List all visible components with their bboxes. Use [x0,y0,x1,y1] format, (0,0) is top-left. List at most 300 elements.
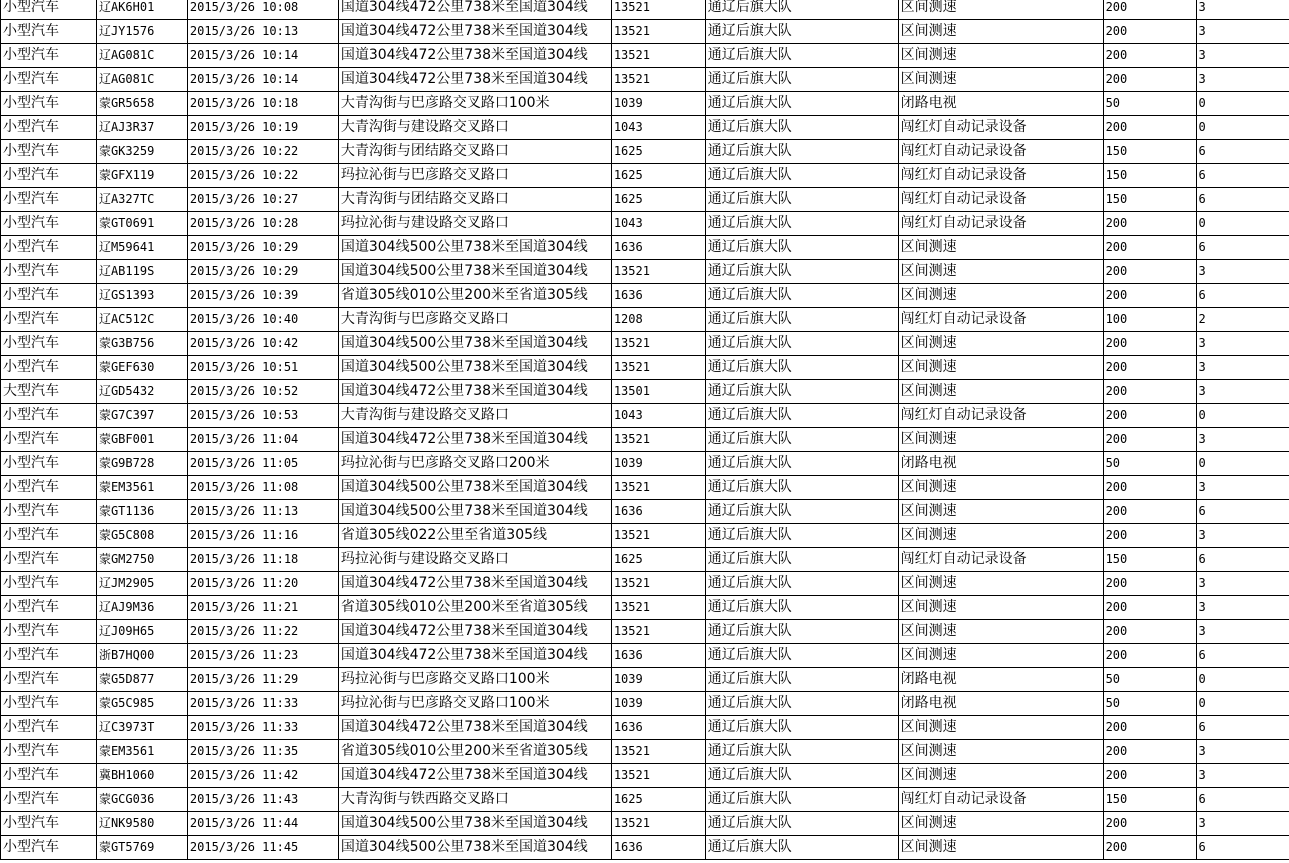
fine-amount-cell[interactable]: 200 [1103,716,1196,740]
plate-number-cell[interactable]: 辽AB119S [96,260,187,284]
violation-time-cell[interactable]: 2015/3/26 11:23 [187,644,338,668]
fine-amount-cell[interactable]: 150 [1103,188,1196,212]
violation-code-cell[interactable]: 13521 [611,476,705,500]
plate-number-cell[interactable]: 辽AG081C [96,68,187,92]
fine-amount-cell[interactable]: 200 [1103,20,1196,44]
violation-time-cell[interactable]: 2015/3/26 10:52 [187,380,338,404]
violation-code-cell[interactable]: 1039 [611,668,705,692]
violation-code-cell[interactable]: 13521 [611,356,705,380]
fine-amount-cell[interactable]: 200 [1103,284,1196,308]
location-cell[interactable]: 国道304线500公里738米至国道304线 [338,500,611,524]
fine-amount-cell[interactable]: 200 [1103,572,1196,596]
violation-time-cell[interactable]: 2015/3/26 11:18 [187,548,338,572]
penalty-points-cell[interactable]: 0 [1196,692,1289,716]
capture-device-cell[interactable]: 闯红灯自动记录设备 [898,788,1103,812]
violation-code-cell[interactable]: 13521 [611,764,705,788]
violation-time-cell[interactable]: 2015/3/26 10:40 [187,308,338,332]
plate-number-cell[interactable]: 冀BH1060 [96,764,187,788]
police-unit-cell[interactable]: 通辽后旗大队 [705,164,898,188]
vehicle-type-cell[interactable]: 小型汽车 [1,212,97,236]
location-cell[interactable]: 大青沟街与团结路交叉路口 [338,188,611,212]
capture-device-cell[interactable]: 区间测速 [898,836,1103,860]
fine-amount-cell[interactable]: 50 [1103,452,1196,476]
fine-amount-cell[interactable]: 100 [1103,308,1196,332]
table-row[interactable] [1,428,1289,452]
plate-number-cell[interactable]: 蒙G5C808 [96,524,187,548]
capture-device-cell[interactable]: 闯红灯自动记录设备 [898,308,1103,332]
table-row[interactable] [1,812,1289,836]
police-unit-cell[interactable]: 通辽后旗大队 [705,692,898,716]
plate-number-cell[interactable]: 辽A327TC [96,188,187,212]
location-cell[interactable]: 玛拉沁街与建设路交叉路口 [338,212,611,236]
vehicle-type-cell[interactable]: 小型汽车 [1,308,97,332]
violation-time-cell[interactable]: 2015/3/26 10:27 [187,188,338,212]
police-unit-cell[interactable]: 通辽后旗大队 [705,308,898,332]
violation-time-cell[interactable]: 2015/3/26 11:42 [187,764,338,788]
vehicle-type-cell[interactable]: 小型汽车 [1,140,97,164]
fine-amount-cell[interactable]: 150 [1103,548,1196,572]
vehicle-type-cell[interactable]: 小型汽车 [1,572,97,596]
violation-time-cell[interactable]: 2015/3/26 11:13 [187,500,338,524]
table-row[interactable] [1,692,1289,716]
capture-device-cell[interactable]: 区间测速 [898,428,1103,452]
location-cell[interactable]: 国道304线500公里738米至国道304线 [338,836,611,860]
police-unit-cell[interactable]: 通辽后旗大队 [705,44,898,68]
plate-number-cell[interactable]: 蒙G9B728 [96,452,187,476]
violation-code-cell[interactable]: 1043 [611,116,705,140]
location-cell[interactable]: 国道304线472公里738米至国道304线 [338,620,611,644]
violation-time-cell[interactable]: 2015/3/26 11:20 [187,572,338,596]
capture-device-cell[interactable]: 区间测速 [898,20,1103,44]
vehicle-type-cell[interactable]: 小型汽车 [1,788,97,812]
location-cell[interactable]: 国道304线472公里738米至国道304线 [338,380,611,404]
violation-time-cell[interactable]: 2015/3/26 10:22 [187,140,338,164]
penalty-points-cell[interactable]: 0 [1196,116,1289,140]
table-row[interactable] [1,188,1289,212]
table-row[interactable] [1,260,1289,284]
vehicle-type-cell[interactable]: 小型汽车 [1,356,97,380]
penalty-points-cell[interactable]: 3 [1196,596,1289,620]
violation-time-cell[interactable]: 2015/3/26 11:05 [187,452,338,476]
location-cell[interactable]: 国道304线500公里738米至国道304线 [338,812,611,836]
plate-number-cell[interactable]: 蒙GT5769 [96,836,187,860]
capture-device-cell[interactable]: 区间测速 [898,764,1103,788]
capture-device-cell[interactable]: 闯红灯自动记录设备 [898,404,1103,428]
violation-code-cell[interactable]: 13521 [611,44,705,68]
capture-device-cell[interactable]: 闯红灯自动记录设备 [898,140,1103,164]
police-unit-cell[interactable]: 通辽后旗大队 [705,140,898,164]
penalty-points-cell[interactable]: 3 [1196,332,1289,356]
plate-number-cell[interactable]: 蒙GM2750 [96,548,187,572]
penalty-points-cell[interactable]: 3 [1196,476,1289,500]
police-unit-cell[interactable]: 通辽后旗大队 [705,500,898,524]
violation-time-cell[interactable]: 2015/3/26 10:29 [187,236,338,260]
violation-code-cell[interactable]: 1625 [611,788,705,812]
capture-device-cell[interactable]: 区间测速 [898,68,1103,92]
violation-time-cell[interactable]: 2015/3/26 11:04 [187,428,338,452]
penalty-points-cell[interactable]: 3 [1196,44,1289,68]
vehicle-type-cell[interactable]: 大型汽车 [1,380,97,404]
vehicle-type-cell[interactable]: 小型汽车 [1,404,97,428]
violation-code-cell[interactable]: 13521 [611,68,705,92]
table-row[interactable] [1,836,1289,860]
plate-number-cell[interactable]: 辽GS1393 [96,284,187,308]
location-cell[interactable]: 大青沟街与团结路交叉路口 [338,140,611,164]
police-unit-cell[interactable]: 通辽后旗大队 [705,524,898,548]
violation-code-cell[interactable]: 13521 [611,572,705,596]
violation-code-cell[interactable]: 13521 [611,428,705,452]
table-row[interactable] [1,44,1289,68]
penalty-points-cell[interactable]: 0 [1196,92,1289,116]
table-row[interactable] [1,668,1289,692]
penalty-points-cell[interactable]: 6 [1196,188,1289,212]
penalty-points-cell[interactable]: 6 [1196,836,1289,860]
violation-time-cell[interactable]: 2015/3/26 10:08 [187,0,338,20]
violation-time-cell[interactable]: 2015/3/26 10:28 [187,212,338,236]
police-unit-cell[interactable]: 通辽后旗大队 [705,452,898,476]
violation-time-cell[interactable]: 2015/3/26 11:43 [187,788,338,812]
violation-time-cell[interactable]: 2015/3/26 10:14 [187,44,338,68]
violation-time-cell[interactable]: 2015/3/26 10:53 [187,404,338,428]
penalty-points-cell[interactable]: 3 [1196,764,1289,788]
table-row[interactable] [1,236,1289,260]
violation-code-cell[interactable]: 1043 [611,404,705,428]
table-row[interactable] [1,116,1289,140]
police-unit-cell[interactable]: 通辽后旗大队 [705,812,898,836]
violation-code-cell[interactable]: 13521 [611,620,705,644]
violation-code-cell[interactable]: 1636 [611,236,705,260]
table-row[interactable] [1,788,1289,812]
location-cell[interactable]: 国道304线472公里738米至国道304线 [338,68,611,92]
location-cell[interactable]: 国道304线500公里738米至国道304线 [338,260,611,284]
location-cell[interactable]: 省道305线010公里200米至省道305线 [338,596,611,620]
violation-code-cell[interactable]: 13521 [611,20,705,44]
vehicle-type-cell[interactable]: 小型汽车 [1,476,97,500]
vehicle-type-cell[interactable]: 小型汽车 [1,548,97,572]
violation-time-cell[interactable]: 2015/3/26 11:45 [187,836,338,860]
vehicle-type-cell[interactable]: 小型汽车 [1,692,97,716]
violation-code-cell[interactable]: 13521 [611,740,705,764]
table-row[interactable] [1,284,1289,308]
penalty-points-cell[interactable]: 3 [1196,524,1289,548]
capture-device-cell[interactable]: 区间测速 [898,740,1103,764]
location-cell[interactable]: 国道304线472公里738米至国道304线 [338,572,611,596]
table-row[interactable] [1,716,1289,740]
fine-amount-cell[interactable]: 200 [1103,212,1196,236]
table-row[interactable] [1,740,1289,764]
violation-time-cell[interactable]: 2015/3/26 11:44 [187,812,338,836]
penalty-points-cell[interactable]: 6 [1196,284,1289,308]
capture-device-cell[interactable]: 闯红灯自动记录设备 [898,188,1103,212]
violation-code-cell[interactable]: 13521 [611,260,705,284]
police-unit-cell[interactable]: 通辽后旗大队 [705,116,898,140]
table-row[interactable] [1,524,1289,548]
table-row[interactable] [1,620,1289,644]
table-row[interactable] [1,332,1289,356]
violation-code-cell[interactable]: 13521 [611,596,705,620]
violation-code-cell[interactable]: 1043 [611,212,705,236]
vehicle-type-cell[interactable]: 小型汽车 [1,716,97,740]
penalty-points-cell[interactable]: 6 [1196,548,1289,572]
police-unit-cell[interactable]: 通辽后旗大队 [705,716,898,740]
fine-amount-cell[interactable]: 200 [1103,812,1196,836]
capture-device-cell[interactable]: 区间测速 [898,236,1103,260]
location-cell[interactable]: 国道304线472公里738米至国道304线 [338,428,611,452]
police-unit-cell[interactable]: 通辽后旗大队 [705,0,898,20]
table-row[interactable] [1,500,1289,524]
location-cell[interactable]: 国道304线472公里738米至国道304线 [338,20,611,44]
fine-amount-cell[interactable]: 200 [1103,356,1196,380]
violation-time-cell[interactable]: 2015/3/26 10:22 [187,164,338,188]
police-unit-cell[interactable]: 通辽后旗大队 [705,260,898,284]
location-cell[interactable]: 国道304线472公里738米至国道304线 [338,716,611,740]
violation-code-cell[interactable]: 13521 [611,524,705,548]
vehicle-type-cell[interactable]: 小型汽车 [1,20,97,44]
fine-amount-cell[interactable]: 150 [1103,164,1196,188]
fine-amount-cell[interactable]: 200 [1103,476,1196,500]
table-row[interactable] [1,404,1289,428]
vehicle-type-cell[interactable]: 小型汽车 [1,764,97,788]
police-unit-cell[interactable]: 通辽后旗大队 [705,332,898,356]
plate-number-cell[interactable]: 蒙EM3561 [96,476,187,500]
police-unit-cell[interactable]: 通辽后旗大队 [705,356,898,380]
fine-amount-cell[interactable]: 200 [1103,428,1196,452]
location-cell[interactable]: 大青沟街与巴彦路交叉路口 [338,308,611,332]
capture-device-cell[interactable]: 区间测速 [898,812,1103,836]
plate-number-cell[interactable]: 蒙GT0691 [96,212,187,236]
fine-amount-cell[interactable]: 200 [1103,836,1196,860]
plate-number-cell[interactable]: 蒙GCG036 [96,788,187,812]
capture-device-cell[interactable]: 区间测速 [898,476,1103,500]
plate-number-cell[interactable]: 辽GD5432 [96,380,187,404]
fine-amount-cell[interactable]: 50 [1103,668,1196,692]
table-row[interactable] [1,0,1289,20]
police-unit-cell[interactable]: 通辽后旗大队 [705,188,898,212]
plate-number-cell[interactable]: 蒙GFX119 [96,164,187,188]
plate-number-cell[interactable]: 蒙GT1136 [96,500,187,524]
location-cell[interactable]: 国道304线500公里738米至国道304线 [338,332,611,356]
police-unit-cell[interactable]: 通辽后旗大队 [705,572,898,596]
capture-device-cell[interactable]: 闭路电视 [898,92,1103,116]
location-cell[interactable]: 大青沟街与建设路交叉路口 [338,116,611,140]
plate-number-cell[interactable]: 蒙GR5658 [96,92,187,116]
fine-amount-cell[interactable]: 200 [1103,740,1196,764]
table-row[interactable] [1,68,1289,92]
police-unit-cell[interactable]: 通辽后旗大队 [705,428,898,452]
violation-code-cell[interactable]: 1625 [611,188,705,212]
plate-number-cell[interactable]: 蒙GEF630 [96,356,187,380]
table-row[interactable] [1,380,1289,404]
penalty-points-cell[interactable]: 6 [1196,644,1289,668]
plate-number-cell[interactable]: 蒙EM3561 [96,740,187,764]
violation-time-cell[interactable]: 2015/3/26 10:51 [187,356,338,380]
table-row[interactable] [1,140,1289,164]
vehicle-type-cell[interactable]: 小型汽车 [1,812,97,836]
violation-code-cell[interactable]: 1636 [611,500,705,524]
plate-number-cell[interactable]: 蒙G5C985 [96,692,187,716]
capture-device-cell[interactable]: 闯红灯自动记录设备 [898,548,1103,572]
table-row[interactable] [1,164,1289,188]
violation-time-cell[interactable]: 2015/3/26 10:42 [187,332,338,356]
penalty-points-cell[interactable]: 3 [1196,0,1289,20]
plate-number-cell[interactable]: 辽M59641 [96,236,187,260]
fine-amount-cell[interactable]: 200 [1103,644,1196,668]
fine-amount-cell[interactable]: 50 [1103,692,1196,716]
fine-amount-cell[interactable]: 200 [1103,500,1196,524]
fine-amount-cell[interactable]: 200 [1103,404,1196,428]
fine-amount-cell[interactable]: 150 [1103,788,1196,812]
violation-code-cell[interactable]: 13501 [611,380,705,404]
location-cell[interactable]: 国道304线472公里738米至国道304线 [338,764,611,788]
location-cell[interactable]: 国道304线472公里738米至国道304线 [338,644,611,668]
penalty-points-cell[interactable]: 3 [1196,356,1289,380]
vehicle-type-cell[interactable]: 小型汽车 [1,44,97,68]
vehicle-type-cell[interactable]: 小型汽车 [1,668,97,692]
police-unit-cell[interactable]: 通辽后旗大队 [705,644,898,668]
table-row[interactable] [1,308,1289,332]
fine-amount-cell[interactable]: 200 [1103,0,1196,20]
table-row[interactable] [1,572,1289,596]
violation-time-cell[interactable]: 2015/3/26 11:29 [187,668,338,692]
fine-amount-cell[interactable]: 200 [1103,524,1196,548]
police-unit-cell[interactable]: 通辽后旗大队 [705,212,898,236]
capture-device-cell[interactable]: 区间测速 [898,0,1103,20]
fine-amount-cell[interactable]: 200 [1103,332,1196,356]
police-unit-cell[interactable]: 通辽后旗大队 [705,236,898,260]
penalty-points-cell[interactable]: 0 [1196,452,1289,476]
table-row[interactable] [1,356,1289,380]
plate-number-cell[interactable]: 辽AG081C [96,44,187,68]
fine-amount-cell[interactable]: 200 [1103,116,1196,140]
penalty-points-cell[interactable]: 6 [1196,140,1289,164]
vehicle-type-cell[interactable]: 小型汽车 [1,452,97,476]
location-cell[interactable]: 大青沟街与巴彦路交叉路口100米 [338,92,611,116]
capture-device-cell[interactable]: 闯红灯自动记录设备 [898,164,1103,188]
plate-number-cell[interactable]: 辽AK6H01 [96,0,187,20]
police-unit-cell[interactable]: 通辽后旗大队 [705,668,898,692]
violation-code-cell[interactable]: 1636 [611,284,705,308]
penalty-points-cell[interactable]: 6 [1196,164,1289,188]
capture-device-cell[interactable]: 闯红灯自动记录设备 [898,212,1103,236]
penalty-points-cell[interactable]: 0 [1196,668,1289,692]
penalty-points-cell[interactable]: 3 [1196,380,1289,404]
vehicle-type-cell[interactable]: 小型汽车 [1,116,97,140]
violation-time-cell[interactable]: 2015/3/26 10:14 [187,68,338,92]
violation-time-cell[interactable]: 2015/3/26 11:16 [187,524,338,548]
plate-number-cell[interactable]: 辽JY1576 [96,20,187,44]
police-unit-cell[interactable]: 通辽后旗大队 [705,476,898,500]
plate-number-cell[interactable]: 辽C3973T [96,716,187,740]
police-unit-cell[interactable]: 通辽后旗大队 [705,836,898,860]
police-unit-cell[interactable]: 通辽后旗大队 [705,68,898,92]
violation-time-cell[interactable]: 2015/3/26 11:21 [187,596,338,620]
violation-code-cell[interactable]: 13521 [611,812,705,836]
violation-time-cell[interactable]: 2015/3/26 10:13 [187,20,338,44]
penalty-points-cell[interactable]: 3 [1196,620,1289,644]
violation-time-cell[interactable]: 2015/3/26 10:29 [187,260,338,284]
vehicle-type-cell[interactable]: 小型汽车 [1,644,97,668]
police-unit-cell[interactable]: 通辽后旗大队 [705,404,898,428]
vehicle-type-cell[interactable]: 小型汽车 [1,836,97,860]
vehicle-type-cell[interactable]: 小型汽车 [1,164,97,188]
police-unit-cell[interactable]: 通辽后旗大队 [705,764,898,788]
plate-number-cell[interactable]: 蒙G7C397 [96,404,187,428]
table-row[interactable] [1,92,1289,116]
violation-time-cell[interactable]: 2015/3/26 11:33 [187,716,338,740]
violation-code-cell[interactable]: 1625 [611,140,705,164]
capture-device-cell[interactable]: 区间测速 [898,44,1103,68]
penalty-points-cell[interactable]: 6 [1196,500,1289,524]
violation-code-cell[interactable]: 1039 [611,92,705,116]
location-cell[interactable]: 玛拉沁街与巴彦路交叉路口 [338,164,611,188]
capture-device-cell[interactable]: 闭路电视 [898,452,1103,476]
vehicle-type-cell[interactable]: 小型汽车 [1,740,97,764]
fine-amount-cell[interactable]: 200 [1103,260,1196,284]
capture-device-cell[interactable]: 区间测速 [898,284,1103,308]
police-unit-cell[interactable]: 通辽后旗大队 [705,20,898,44]
capture-device-cell[interactable]: 区间测速 [898,572,1103,596]
plate-number-cell[interactable]: 辽AJ9M36 [96,596,187,620]
violation-code-cell[interactable]: 13521 [611,332,705,356]
location-cell[interactable]: 国道304线500公里738米至国道304线 [338,476,611,500]
violation-code-cell[interactable]: 1039 [611,692,705,716]
table-row[interactable] [1,764,1289,788]
penalty-points-cell[interactable]: 3 [1196,68,1289,92]
penalty-points-cell[interactable]: 3 [1196,260,1289,284]
vehicle-type-cell[interactable]: 小型汽车 [1,92,97,116]
penalty-points-cell[interactable]: 2 [1196,308,1289,332]
violation-time-cell[interactable]: 2015/3/26 11:22 [187,620,338,644]
violation-time-cell[interactable]: 2015/3/26 10:18 [187,92,338,116]
vehicle-type-cell[interactable]: 小型汽车 [1,68,97,92]
plate-number-cell[interactable]: 蒙G5D877 [96,668,187,692]
plate-number-cell[interactable]: 辽JM2905 [96,572,187,596]
police-unit-cell[interactable]: 通辽后旗大队 [705,740,898,764]
table-row[interactable] [1,596,1289,620]
fine-amount-cell[interactable]: 200 [1103,380,1196,404]
location-cell[interactable]: 大青沟街与铁西路交叉路口 [338,788,611,812]
police-unit-cell[interactable]: 通辽后旗大队 [705,284,898,308]
penalty-points-cell[interactable]: 3 [1196,428,1289,452]
capture-device-cell[interactable]: 区间测速 [898,380,1103,404]
capture-device-cell[interactable]: 区间测速 [898,260,1103,284]
police-unit-cell[interactable]: 通辽后旗大队 [705,788,898,812]
fine-amount-cell[interactable]: 150 [1103,140,1196,164]
vehicle-type-cell[interactable]: 小型汽车 [1,596,97,620]
penalty-points-cell[interactable]: 3 [1196,572,1289,596]
capture-device-cell[interactable]: 区间测速 [898,644,1103,668]
violation-code-cell[interactable]: 1636 [611,644,705,668]
fine-amount-cell[interactable]: 200 [1103,620,1196,644]
penalty-points-cell[interactable]: 0 [1196,404,1289,428]
location-cell[interactable]: 国道304线500公里738米至国道304线 [338,356,611,380]
location-cell[interactable]: 省道305线010公里200米至省道305线 [338,284,611,308]
table-row[interactable] [1,20,1289,44]
vehicle-type-cell[interactable]: 小型汽车 [1,524,97,548]
location-cell[interactable]: 大青沟街与建设路交叉路口 [338,404,611,428]
vehicle-type-cell[interactable]: 小型汽车 [1,284,97,308]
vehicle-type-cell[interactable]: 小型汽车 [1,332,97,356]
vehicle-type-cell[interactable]: 小型汽车 [1,236,97,260]
violation-time-cell[interactable]: 2015/3/26 10:39 [187,284,338,308]
vehicle-type-cell[interactable]: 小型汽车 [1,260,97,284]
location-cell[interactable]: 国道304线472公里738米至国道304线 [338,44,611,68]
penalty-points-cell[interactable]: 3 [1196,20,1289,44]
vehicle-type-cell[interactable]: 小型汽车 [1,620,97,644]
capture-device-cell[interactable]: 闯红灯自动记录设备 [898,116,1103,140]
capture-device-cell[interactable]: 区间测速 [898,500,1103,524]
violation-time-cell[interactable]: 2015/3/26 11:35 [187,740,338,764]
